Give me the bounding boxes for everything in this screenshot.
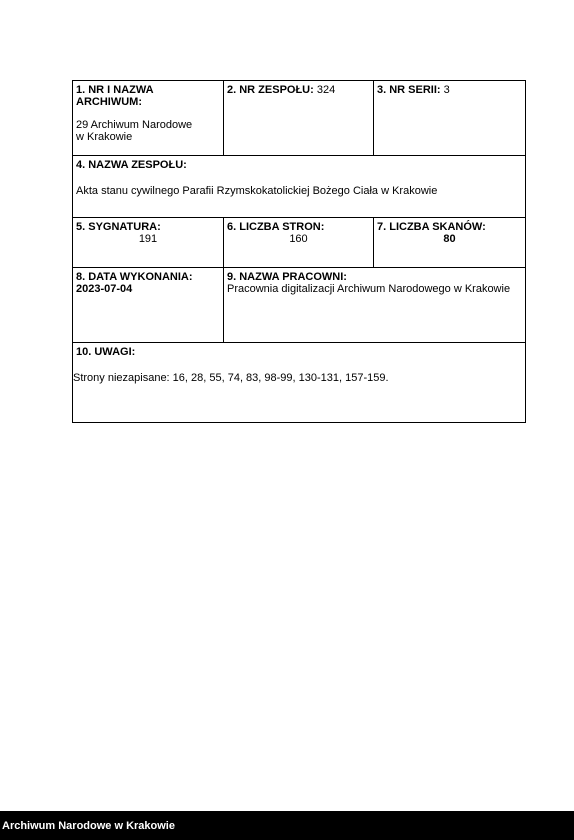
row-counts [73,217,525,267]
date-label: 8. DATA WYKONANIA: [76,271,193,283]
archive-name-line2: w Krakowie [76,131,133,143]
footer-bar [0,811,574,840]
pages-label: 6. LICZBA STRON: [227,221,325,233]
pages-value: 160 [289,233,308,245]
series-no-cell [373,81,525,155]
fonds-name-value: Akta stanu cywilnego Parafii Rzymskokatolickiej Bożego Ciała w Krakowie [76,185,438,197]
archive-cell [73,81,223,155]
notes-label: 10. UWAGI: [76,346,136,358]
metadata-form [72,80,526,423]
studio-label: 9. NAZWA PRACOWNI: [227,271,347,283]
date-value: 2023-07-04 [76,283,133,295]
footer-text: Archiwum Narodowe w Krakowie [2,820,175,832]
scans-label: 7. LICZBA SKANÓW: [377,221,486,233]
notes-cell [73,343,525,422]
scans-cell [373,218,525,267]
fonds-name-cell [73,156,525,217]
fonds-no-label: 2. NR ZESPOŁU: [227,84,314,96]
archive-label: 1. NR I NAZWA ARCHIWUM: [76,84,154,108]
studio-value: Pracownia digitalizacji Archiwum Narodowego w Krakowie [227,283,511,295]
signature-label: 5. SYGNATURA: [76,221,161,233]
fonds-no-cell [223,81,373,155]
row-date-studio [73,267,525,342]
notes-value: Strony niezapisane: 16, 28, 55, 74, 83, 98-99, 130-131, 157-159. [73,372,389,384]
scans-value: 80 [443,233,456,245]
row-fonds-name [73,155,525,217]
pages-cell [223,218,373,267]
archive-name-line1: 29 Archiwum Narodowe [76,119,193,131]
date-cell [73,268,223,342]
fonds-no-value: 324 [316,84,336,96]
fonds-name-label: 4. NAZWA ZESPOŁU: [76,159,187,171]
row-notes [73,342,525,422]
signature-cell [73,218,223,267]
series-no-label: 3. NR SERII: [377,84,441,96]
studio-cell [223,268,525,342]
signature-value: 191 [138,233,158,245]
row-archive [73,81,525,155]
series-no-value: 3 [443,84,450,96]
